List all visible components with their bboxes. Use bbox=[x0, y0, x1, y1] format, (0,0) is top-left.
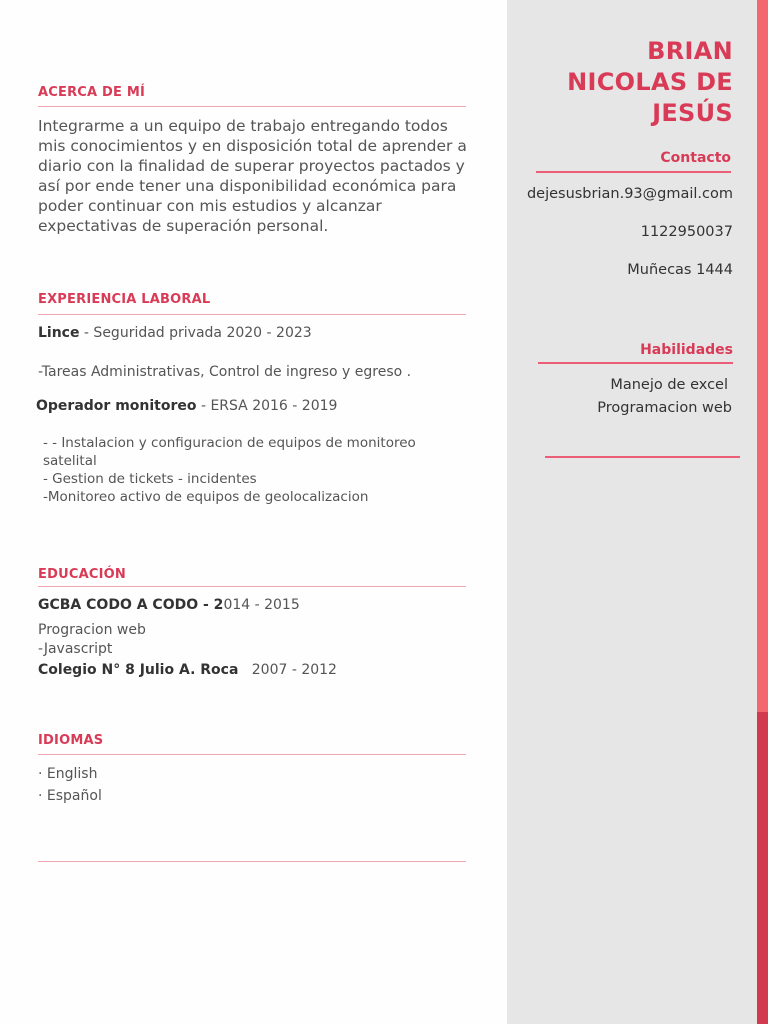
job-1-company: Lince bbox=[38, 325, 80, 341]
job-2-task: - - Instalacion y configuracion de equipos de monitoreo satelital bbox=[43, 435, 416, 469]
job-2-company: Operador monitoreo bbox=[36, 398, 197, 414]
job-2-heading bbox=[36, 398, 337, 414]
education-detail: Progracion web bbox=[38, 622, 146, 638]
skill-item: Manejo de excel bbox=[610, 377, 728, 393]
job-1-detail: - Seguridad privada 2020 - 2023 bbox=[79, 325, 312, 341]
accent-stripe-top bbox=[757, 0, 768, 712]
experience-title: EXPERIENCIA LABORAL bbox=[38, 292, 211, 307]
contact-phone: 1122950037 bbox=[640, 224, 733, 240]
skills-bottom-rule bbox=[545, 456, 740, 458]
languages-rule bbox=[38, 754, 466, 755]
accent-stripe-bottom bbox=[757, 712, 768, 1024]
job-2-task: -Monitoreo activo de equipos de geolocalizacion bbox=[43, 489, 369, 505]
language-item: · Español bbox=[38, 788, 102, 804]
job-2-tasks bbox=[43, 434, 463, 506]
education-item-1 bbox=[38, 597, 300, 613]
skills-rule bbox=[538, 362, 733, 364]
education-item-2 bbox=[38, 662, 337, 678]
about-rule bbox=[38, 106, 466, 107]
education-rule bbox=[38, 586, 466, 587]
name-line-2: NICOLAS DE bbox=[567, 68, 733, 96]
education-2-years: 2007 - 2012 bbox=[238, 662, 337, 678]
name-line-3: JESÚS bbox=[652, 99, 733, 127]
languages-bottom-rule bbox=[38, 861, 466, 862]
contact-rule bbox=[536, 171, 731, 173]
about-title: ACERCA DE MÍ bbox=[38, 85, 145, 100]
job-1-heading bbox=[38, 325, 312, 341]
education-detail: -Javascript bbox=[38, 641, 113, 657]
job-2-task: - Gestion de tickets - incidentes bbox=[43, 471, 257, 487]
contact-title: Contacto bbox=[660, 150, 731, 166]
job-2-detail: - ERSA 2016 - 2019 bbox=[196, 398, 338, 414]
job-1-tasks: -Tareas Administrativas, Control de ingreso y egreso . bbox=[38, 364, 412, 380]
name-line-1: BRIAN bbox=[647, 37, 733, 65]
candidate-name bbox=[567, 36, 733, 129]
experience-rule bbox=[38, 314, 466, 315]
skills-title: Habilidades bbox=[640, 342, 733, 358]
about-text: Integrarme a un equipo de trabajo entregando todos mis conocimientos y en disposición total de aprender a diario con la finalidad de superar proyectos pactados y así por ende tener una disponibilidad económica para poder continuar con mis estudios y alcanzar expectativas de superación personal. bbox=[38, 117, 467, 235]
skill-item: Programacion web bbox=[597, 400, 732, 416]
education-1-school: GCBA CODO A CODO - 2 bbox=[38, 597, 224, 613]
languages-title: IDIOMAS bbox=[38, 733, 104, 748]
language-item: · English bbox=[38, 766, 98, 782]
contact-address: Muñecas 1444 bbox=[627, 262, 733, 278]
education-2-school: Colegio N° 8 Julio A. Roca bbox=[38, 662, 239, 678]
contact-email: dejesusbrian.93@gmail.com bbox=[526, 186, 733, 202]
education-1-years: 014 - 2015 bbox=[223, 597, 300, 613]
education-title: EDUCACIÓN bbox=[38, 567, 126, 582]
